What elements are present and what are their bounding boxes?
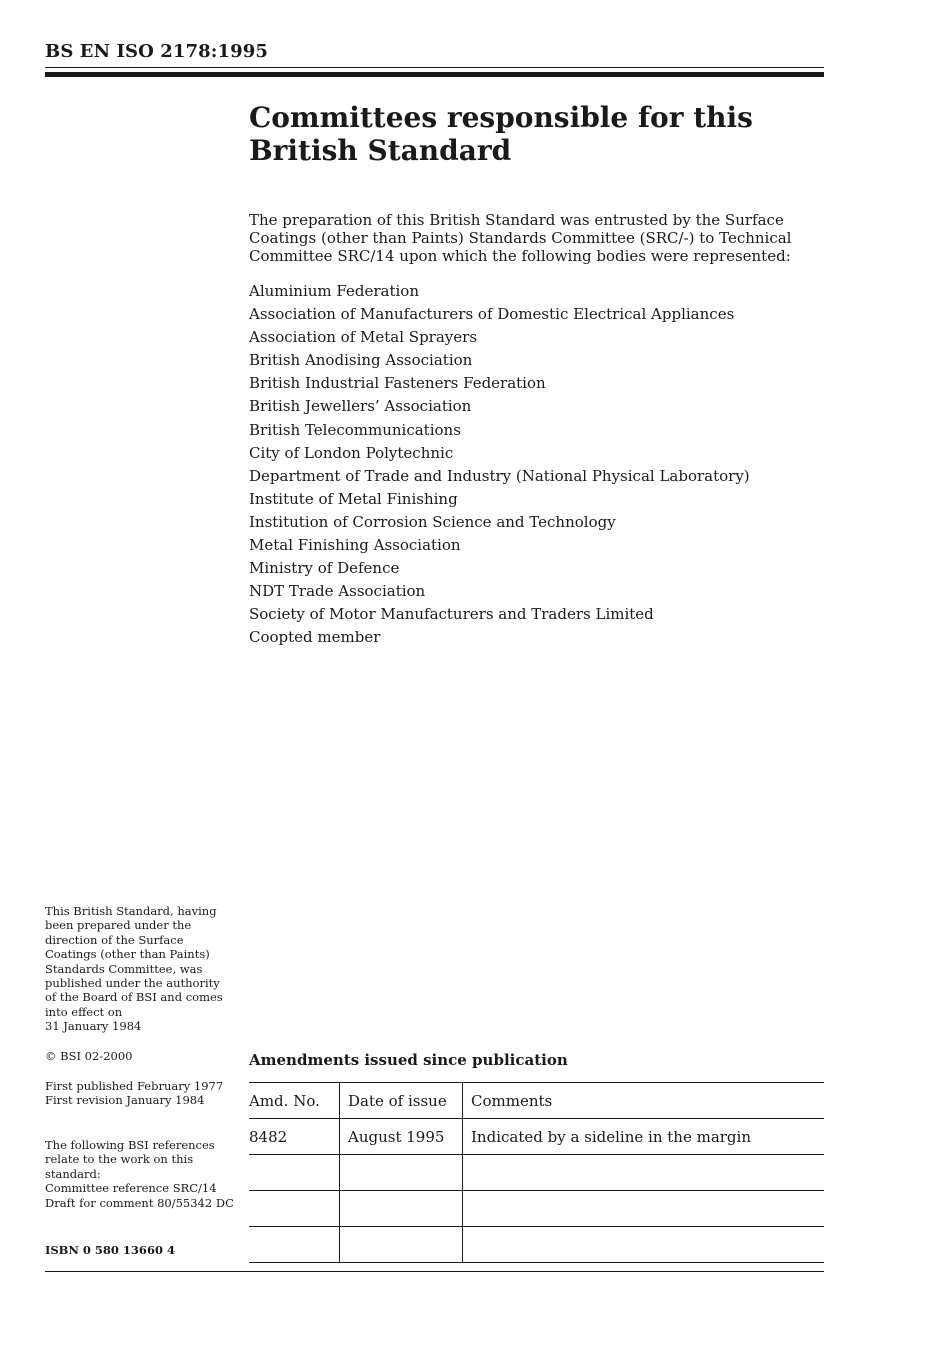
sidebar-isbn: ISBN 0 580 13660 4 bbox=[45, 1243, 175, 1257]
table-row bbox=[249, 1191, 824, 1227]
body-list-item: British Jewellers’ Association bbox=[249, 397, 472, 416]
page-title-line-2: British Standard bbox=[249, 134, 512, 167]
sidebar-publication-history bbox=[45, 1079, 240, 1108]
sidebar-line: First published February 1977 bbox=[45, 1079, 224, 1093]
sidebar-line: of the Board of BSI and comes bbox=[45, 990, 223, 1005]
cell-amd-no bbox=[249, 1227, 340, 1263]
sidebar-line: This British Standard, having bbox=[45, 904, 217, 918]
table-row bbox=[249, 1155, 824, 1191]
body-list-item: Aluminium Federation bbox=[249, 282, 419, 300]
intro-paragraph: The preparation of this British Standard was entrusted by the Surface Coatings (other than Paints) Standards Committee (SRC/-) to Technical Committee SRC/14 upon which the following bodies were represented: bbox=[249, 211, 792, 265]
footer-rule bbox=[45, 1271, 824, 1272]
body-list-item: Association of Manufacturers of Domestic Electrical Appliances bbox=[249, 305, 735, 324]
body-list-item: Coopted member bbox=[249, 628, 381, 647]
amendments-heading: Amendments issued since publication bbox=[249, 1051, 568, 1069]
sidebar-line: Draft for comment 80/55342 DC bbox=[45, 1195, 234, 1210]
document-id: BS EN ISO 2178:1995 bbox=[45, 41, 269, 62]
sidebar-line: standard: bbox=[45, 1166, 101, 1181]
cell-date: August 1995 bbox=[340, 1119, 463, 1155]
body-list-item: British Industrial Fasteners Federation bbox=[249, 374, 546, 393]
body-list-item: Association of Metal Sprayers bbox=[249, 328, 478, 347]
cell-date bbox=[340, 1191, 463, 1227]
sidebar-bsi-references bbox=[45, 1138, 240, 1210]
page-title-line-1: Committees responsible for this bbox=[249, 101, 753, 134]
sidebar-line: Coatings (other than Paints) bbox=[45, 947, 210, 962]
column-header-comments: Comments bbox=[463, 1083, 825, 1119]
sidebar-line: 31 January 1984 bbox=[45, 1019, 142, 1034]
cell-amd-no bbox=[249, 1155, 340, 1191]
represented-bodies-list bbox=[249, 280, 750, 650]
body-list-item: British Telecommunications bbox=[249, 420, 461, 439]
body-list-item: British Anodising Association bbox=[249, 351, 473, 370]
page-title bbox=[249, 101, 809, 167]
sidebar-line: First revision January 1984 bbox=[45, 1093, 205, 1108]
sidebar-line: direction of the Surface bbox=[45, 932, 184, 947]
cell-comments bbox=[463, 1191, 825, 1227]
body-list-item: Society of Motor Manufacturers and Traders Limited bbox=[249, 605, 654, 624]
header-rule-thin bbox=[45, 67, 824, 68]
cell-date bbox=[340, 1155, 463, 1191]
sidebar-line: published under the authority bbox=[45, 976, 220, 991]
body-list-item: Ministry of Defence bbox=[249, 559, 400, 578]
sidebar-line: Committee reference SRC/14 bbox=[45, 1181, 217, 1196]
sidebar-copyright: © BSI 02-2000 bbox=[45, 1049, 133, 1063]
body-list-item: Institution of Corrosion Science and Technology bbox=[249, 512, 616, 531]
column-header-amd-no: Amd. No. bbox=[249, 1083, 340, 1119]
cell-comments bbox=[463, 1227, 825, 1263]
body-list-item: City of London Polytechnic bbox=[249, 443, 454, 462]
column-header-date: Date of issue bbox=[340, 1083, 463, 1119]
sidebar-line: been prepared under the bbox=[45, 918, 192, 933]
amendments-table bbox=[249, 1082, 824, 1263]
header-rule-thick bbox=[45, 72, 824, 77]
body-list-item: Department of Trade and Industry (National Physical Laboratory) bbox=[249, 466, 750, 485]
sidebar-line: into effect on bbox=[45, 1004, 123, 1019]
body-list-item: NDT Trade Association bbox=[249, 582, 426, 601]
body-list-item: Metal Finishing Association bbox=[249, 536, 461, 555]
cell-amd-no: 8482 bbox=[249, 1119, 340, 1155]
cell-comments: Indicated by a sideline in the margin bbox=[463, 1119, 825, 1155]
cell-comments bbox=[463, 1155, 825, 1191]
sidebar-line: Standards Committee, was bbox=[45, 961, 203, 976]
body-list-item: Institute of Metal Finishing bbox=[249, 489, 458, 508]
sidebar-line: The following BSI references bbox=[45, 1138, 215, 1152]
sidebar-line: relate to the work on this bbox=[45, 1152, 194, 1167]
sidebar-authority-note bbox=[45, 904, 240, 1034]
cell-amd-no bbox=[249, 1191, 340, 1227]
table-row bbox=[249, 1119, 824, 1155]
cell-date bbox=[340, 1227, 463, 1263]
table-header-row bbox=[249, 1083, 824, 1119]
table-row bbox=[249, 1227, 824, 1263]
